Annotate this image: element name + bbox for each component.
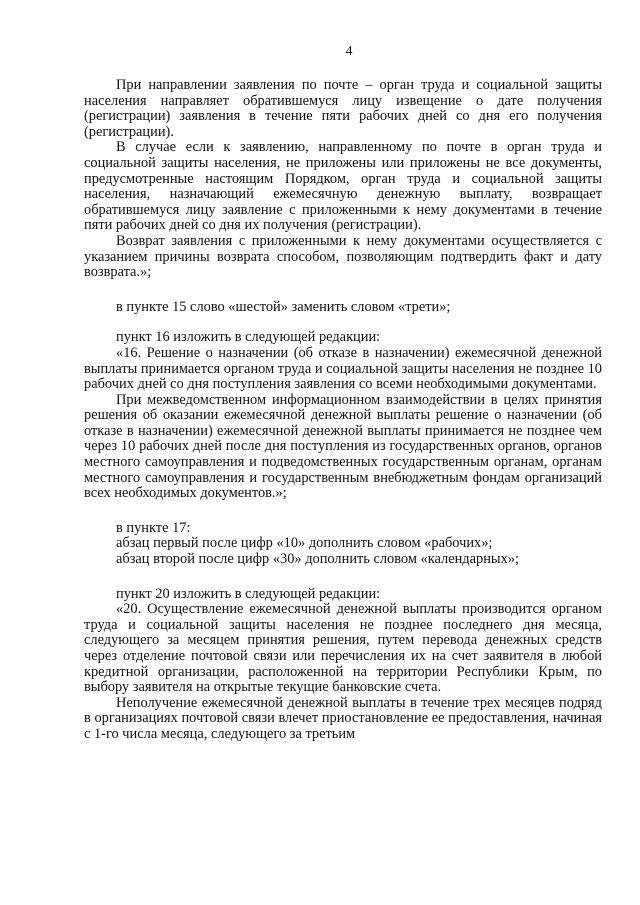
spacer	[84, 315, 602, 330]
paragraph-item-20-intro: пункт 20 изложить в следующей редакции:	[116, 585, 381, 602]
paragraph-incomplete-documents: В случае если к заявлению, направленному по почте в орган труда и социальной защиты населения, не приложены или приложены не все документы, предусмотренные настоящим Порядком, орган труда и социальной защиты населения, назначающий ежемесячную денежную выплату, возвращает обратившемуся лицу заявление с приложенными к нему документами в течение пяти рабочих дней со дня их получения (регистрации).	[84, 139, 602, 234]
spacer	[84, 281, 602, 300]
paragraph-item-16-interagency: При межведомственном информационном взаимодействии в целях принятия решения об оказании ежемесячной денежной выплаты решение о назначении (об отказе в назначении) ежемесячной денежной выплаты принимается не позднее чем через 10 рабочих дней после дня поступления из государственных органов, органов местного самоуправления и подведомственных государственным органам, органам местного самоуправления и государственным внебюджетным фондам организаций всех необходимых документов.»;	[84, 391, 602, 502]
paragraph-item-16-intro: пункт 16 изложить в следующей редакции:	[116, 329, 381, 346]
paragraph-item-17-intro: в пункте 17:	[116, 519, 191, 536]
paragraph-return-reason: Возврат заявления с приложенными к нему документами осуществляется с указанием причины возврата способом, позволяющим подтвердить факт и дату возврата.»;	[84, 232, 602, 281]
page-number: 4	[345, 44, 353, 59]
paragraph-item-16-decision: «16. Решение о назначении (об отказе в назначении) ежемесячной денежной выплаты принимается органом труда и социальной защиты населения не позднее 10 рабочих дней со дня поступления заявления со всеми необходимыми документами.	[84, 344, 603, 393]
paragraph-item-17-second: абзац второй после цифр «30» дополнить словом «календарных»;	[116, 551, 519, 568]
paragraph-item-17-first: абзац первый после цифр «10» дополнить словом «рабочих»;	[116, 535, 493, 552]
paragraph-postal-notice: При направлении заявления по почте – орган труда и социальной защиты населения направляет обратившемуся лицу извещение о дате получения (регистрации) заявления в течение пяти рабочих дней со дня его получения (регистрации).	[84, 77, 602, 140]
paragraph-item-20-suspension: Неполучение ежемесячной денежной выплаты в течение трех месяцев подряд в организациях почтовой связи влечет приостановление ее предоставления, начиная с 1-го числа месяца, следующего за третьим	[84, 694, 602, 742]
paragraph-item-20-payment: «20. Осуществление ежемесячной денежной выплаты производится органом труда и социальной защиты населения не позднее последнего дня месяца, следующего за месяцем принятия решения, путем перевода денежных средств через отделение почтовой связи или перечисления их на счет заявителя в любой кредитной организации, расположенной на территории Республики Крым, по выбору заявителя на открытые текущие банковские счета.	[84, 601, 602, 696]
spacer	[84, 502, 602, 521]
paragraph-item-15: в пункте 15 слово «шестой» заменить словом «трети»;	[116, 298, 451, 315]
spacer	[84, 568, 602, 587]
